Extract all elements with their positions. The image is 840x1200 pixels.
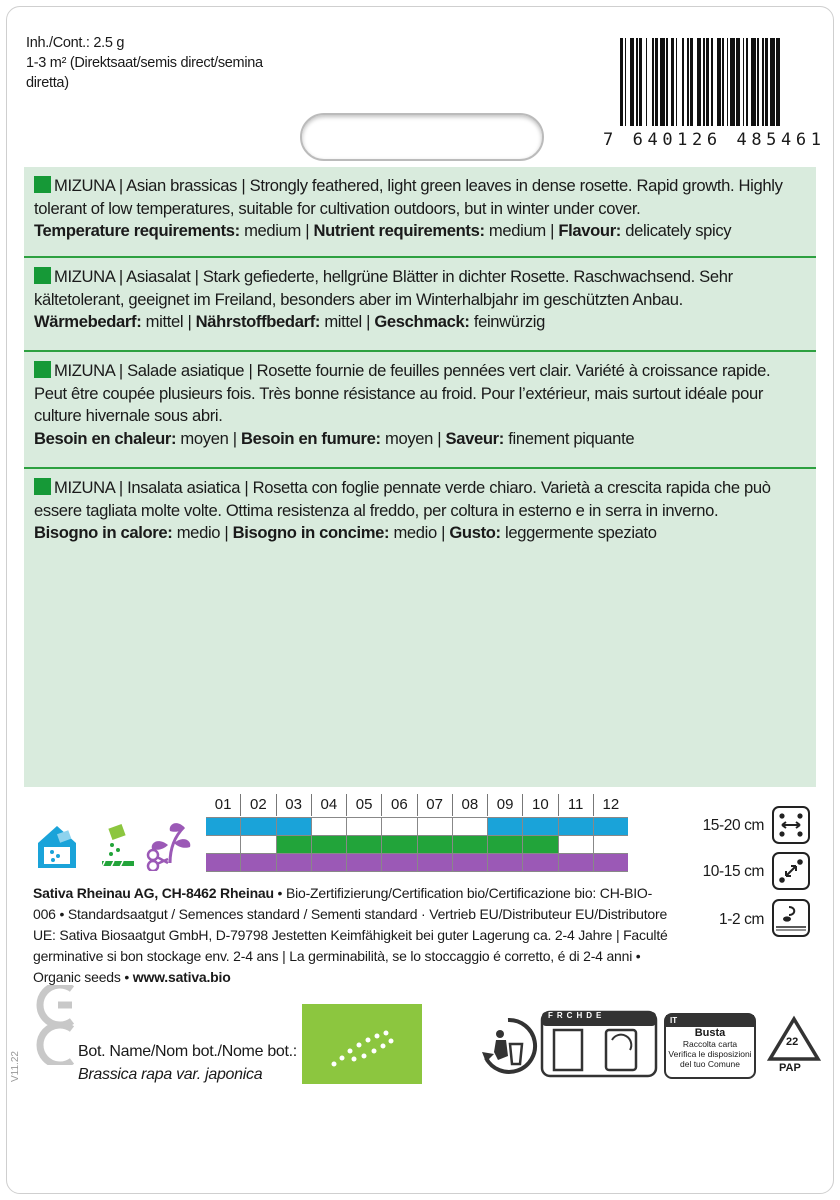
description-text: | Asiasalat | Stark gefiederte, hellgrüne Blätter in dichter Rosette. Raschwachsend. Sehr kältetolerant, geeignet im Freiland, besonders aber im Winterhalbjahr im geschützten Anbau. bbox=[34, 267, 733, 309]
calendar-cell bbox=[522, 854, 557, 871]
month-label: 12 bbox=[593, 794, 628, 816]
value-temperature: medium | bbox=[239, 221, 314, 240]
value-flavour: delicately spicy bbox=[621, 221, 732, 240]
label-nutrient: Besoin en fumure: bbox=[240, 428, 381, 448]
calendar-cell bbox=[522, 818, 557, 835]
description-text: | Salade asiatique | Rosette fournie de feuilles pennées vert clair. Variété à croissance rapide. Peut être coupée plusieurs fois. Très bonne résistance au froid. Pour l’extérieur, mais surtout idéale pour culture hivernale sous abri. bbox=[34, 361, 771, 425]
calendar-cell bbox=[487, 818, 522, 835]
value-temperature: moyen | bbox=[176, 428, 241, 448]
calendar-months bbox=[206, 794, 628, 816]
calendar-cell bbox=[452, 854, 487, 871]
value-temperature: medio | bbox=[172, 523, 233, 542]
calendar-cell bbox=[558, 836, 593, 853]
description-de bbox=[24, 258, 816, 352]
label-flavour: Geschmack: bbox=[374, 312, 470, 331]
value-flavour: leggermente speziato bbox=[500, 523, 657, 542]
description-fr bbox=[24, 352, 816, 469]
calendar-cell bbox=[206, 854, 240, 871]
month-label: 03 bbox=[276, 794, 311, 816]
label-nutrient: Bisogno in concime: bbox=[232, 523, 390, 542]
label-flavour: Gusto: bbox=[449, 523, 501, 542]
barcode-number: 7 640126 485461 bbox=[603, 130, 826, 150]
barcode-bars bbox=[620, 38, 820, 126]
green-square-icon bbox=[34, 267, 51, 284]
barcode-bar bbox=[776, 38, 779, 126]
calendar-cell bbox=[206, 818, 240, 835]
calendar-cell bbox=[593, 818, 628, 835]
green-square-icon bbox=[34, 361, 51, 378]
hang-hole bbox=[300, 113, 544, 161]
calendar-cell bbox=[206, 836, 240, 853]
busta-recycling-box bbox=[664, 1013, 756, 1079]
calendar-cell bbox=[240, 818, 275, 835]
value-flavour: feinwürzig bbox=[469, 312, 546, 331]
calendar-cell bbox=[593, 854, 628, 871]
area-line-2: diretta) bbox=[26, 75, 69, 91]
calendar-cell bbox=[346, 854, 381, 871]
value-flavour: finement piquante bbox=[503, 428, 635, 448]
row-distance-icon bbox=[772, 806, 810, 844]
busta-text: Raccolta carta Verifica le disposizioni del tuo Comune bbox=[668, 1039, 752, 1069]
calendar-cell bbox=[452, 818, 487, 835]
calendar-cell bbox=[276, 854, 311, 871]
calendar-cell bbox=[311, 836, 346, 853]
website: www.sativa.bio bbox=[132, 969, 231, 985]
calendar-cell bbox=[381, 818, 416, 835]
plant-distance-label: 10-15 cm bbox=[702, 863, 764, 880]
country-de: DE bbox=[586, 1011, 606, 1020]
month-label: 04 bbox=[311, 794, 346, 816]
calendar-cell bbox=[311, 818, 346, 835]
calendar-cell bbox=[240, 836, 275, 853]
plant-distance-icon bbox=[772, 852, 810, 890]
it-label: IT bbox=[666, 1015, 754, 1027]
botanical-species: Brassica rapa var. japonica bbox=[78, 1066, 263, 1083]
version-code: V11.22 bbox=[10, 1051, 21, 1082]
value-temperature: mittel | bbox=[141, 312, 196, 331]
label-temperature: Temperature requirements: bbox=[34, 221, 240, 240]
month-label: 02 bbox=[240, 794, 275, 816]
calendar-cell bbox=[346, 836, 381, 853]
label-temperature: Bisogno in calore: bbox=[34, 523, 173, 542]
variety-name: MIZUNA bbox=[54, 361, 115, 380]
calendar-cell bbox=[522, 836, 557, 853]
calendar-cell bbox=[558, 818, 593, 835]
row-distance-label: 15-20 cm bbox=[702, 817, 764, 834]
pap-number: 22 bbox=[786, 1036, 799, 1048]
triman-recycle-icon bbox=[478, 1016, 538, 1076]
botanical-label: Bot. Name/Nom bot./Nome bot.: bbox=[78, 1043, 297, 1060]
label-flavour: Flavour: bbox=[558, 221, 621, 240]
country-ch: CH bbox=[566, 1011, 587, 1020]
company-info bbox=[33, 883, 673, 988]
area-line: 1-3 m² (Direktsaat/semis direct/semina bbox=[26, 55, 263, 71]
company-text: • Bio-Zertifizierung/Certification bio/Certificazione bio: CH-BIO-006 • Standardsaatgut / Semences standard / Sementi standard · Vertrieb EU/Distributeur EU/Distributore UE: Sativa Biosaatgut GmbH, D-79798 Jestetten Keimfähigkeit bei guter Lagerung ca. 2-4 Jahre | Faculté germinative si bon stockage env. 2-4 ans | La germinabilità, se lo stoccaggio é corretto, é di 2-4 anni • Organic seeds • bbox=[33, 885, 668, 985]
outdoor-sowing-icon bbox=[96, 823, 136, 871]
pap-label: PAP bbox=[779, 1062, 801, 1074]
country-fr: FR bbox=[548, 1011, 567, 1020]
label-temperature: Besoin en chaleur: bbox=[34, 428, 177, 448]
calendar-cell bbox=[417, 854, 452, 871]
content-info bbox=[26, 33, 286, 93]
sowing-depth-label: 1-2 cm bbox=[719, 911, 764, 928]
calendar-cell bbox=[276, 818, 311, 835]
content-line: Inh./Cont.: 2.5 g bbox=[26, 35, 125, 51]
greenhouse-sowing-icon bbox=[34, 823, 80, 871]
calendar-cell bbox=[417, 818, 452, 835]
calendar-cell bbox=[558, 854, 593, 871]
calendar-cell bbox=[593, 836, 628, 853]
month-label: 09 bbox=[487, 794, 522, 816]
value-nutrient: medium | bbox=[484, 221, 559, 240]
month-label: 10 bbox=[522, 794, 557, 816]
harvest-scissors-icon bbox=[144, 815, 196, 871]
value-nutrient: medio | bbox=[389, 523, 450, 542]
calendar-cell bbox=[452, 836, 487, 853]
busta-title: Busta bbox=[694, 1027, 726, 1039]
calendar-cell bbox=[381, 836, 416, 853]
calendar-cell bbox=[487, 854, 522, 871]
label-nutrient: Nährstoffbedarf: bbox=[195, 312, 321, 331]
description-en bbox=[24, 167, 816, 258]
month-label: 06 bbox=[381, 794, 416, 816]
description-text: | Asian brassicas | Strongly feathered, light green leaves in dense rosette. Rapid growth. Highly tolerant of low temperatures, suitable for cultivation outdoors, but in winter under cover. bbox=[34, 176, 783, 218]
calendar-cell bbox=[240, 854, 275, 871]
label-temperature: Wärmebedarf: bbox=[34, 312, 142, 331]
country-codes bbox=[548, 1011, 605, 1020]
botanical-name bbox=[78, 1040, 297, 1086]
calendar-cell bbox=[381, 854, 416, 871]
value-nutrient: mittel | bbox=[320, 312, 375, 331]
barcode bbox=[603, 38, 826, 156]
company-name: Sativa Rheinau AG, CH-8462 Rheinau bbox=[33, 885, 274, 901]
description-text: | Insalata asiatica | Rosetta con foglie pennate verde chiaro. Varietà a crescita rapida che può essere tagliata molte volte. Ottima resistenza al freddo, per coltura in esterno e in serra in inverno. bbox=[34, 478, 771, 520]
sowing-calendar bbox=[206, 817, 628, 872]
ce-mark-icon bbox=[28, 985, 76, 1065]
month-label: 07 bbox=[417, 794, 452, 816]
month-label: 08 bbox=[452, 794, 487, 816]
calendar-cell bbox=[346, 818, 381, 835]
variety-name: MIZUNA bbox=[54, 176, 115, 195]
label-nutrient: Nutrient requirements: bbox=[313, 221, 485, 240]
calendar-cell bbox=[276, 836, 311, 853]
variety-name: MIZUNA bbox=[54, 267, 115, 286]
month-label: 01 bbox=[214, 796, 232, 813]
calendar-cell bbox=[487, 836, 522, 853]
green-square-icon bbox=[34, 478, 51, 495]
description-panel bbox=[24, 167, 816, 787]
sorting-info-icon bbox=[540, 1010, 658, 1078]
description-it bbox=[24, 469, 816, 787]
eu-organic-logo bbox=[302, 1004, 422, 1084]
calendar-row-harvest bbox=[206, 853, 628, 871]
calendar-cell bbox=[417, 836, 452, 853]
calendar-row-outdoor-sowing bbox=[206, 835, 628, 853]
sowing-depth-icon bbox=[772, 899, 810, 937]
green-square-icon bbox=[34, 176, 51, 193]
month-label: 05 bbox=[346, 794, 381, 816]
calendar-row-greenhouse-sowing bbox=[206, 817, 628, 835]
value-nutrient: moyen | bbox=[380, 428, 446, 448]
calendar-cell bbox=[311, 854, 346, 871]
label-flavour: Saveur: bbox=[445, 428, 504, 448]
variety-name: MIZUNA bbox=[54, 478, 115, 497]
month-label: 11 bbox=[558, 794, 593, 816]
